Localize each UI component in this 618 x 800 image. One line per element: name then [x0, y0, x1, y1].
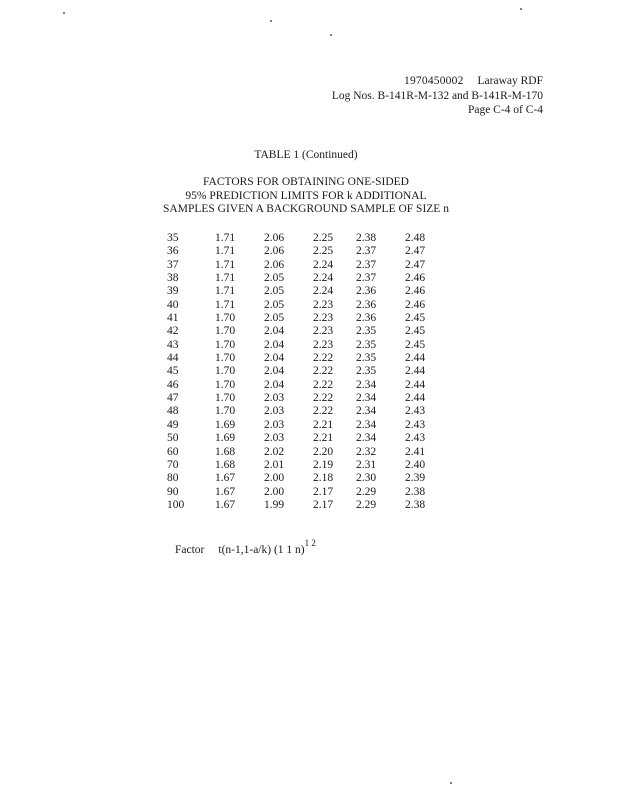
table-row — [167, 299, 445, 312]
factor-cell: 1.70 — [215, 392, 236, 405]
doc-number: 1970450002 — [404, 75, 464, 87]
factor-cell: 2.35 — [356, 365, 377, 378]
factor-cell: 2.43 — [405, 432, 426, 445]
factor-cell: 2.25 — [313, 245, 334, 258]
sample-size-cell: 39 — [167, 285, 179, 298]
factor-cell: 1.70 — [215, 378, 236, 391]
factor-cell: 2.44 — [405, 365, 426, 378]
factor-cell: 2.41 — [405, 445, 426, 458]
factor-cell: 2.29 — [356, 485, 377, 498]
table-caption — [0, 176, 615, 217]
factor-cell: 2.18 — [313, 472, 334, 485]
factor-cell: 2.22 — [313, 365, 334, 378]
factor-cell: 2.03 — [264, 405, 285, 418]
factor-cell: 2.35 — [356, 338, 377, 351]
factor-cell: 2.25 — [313, 232, 334, 244]
factor-cell: 2.37 — [356, 245, 377, 258]
factor-cell: 2.06 — [264, 258, 285, 271]
factor-cell: 2.40 — [405, 458, 426, 471]
factor-cell: 2.23 — [313, 298, 334, 311]
scan-speck — [450, 782, 452, 784]
factor-cell: 2.43 — [405, 405, 426, 418]
factor-cell: 2.04 — [264, 378, 285, 391]
factor-cell: 1.67 — [215, 472, 236, 485]
factor-exponent: 1 2 — [304, 538, 316, 548]
header-line-1 — [332, 74, 543, 89]
factor-cell: 2.37 — [356, 272, 377, 285]
factor-cell: 1.71 — [215, 245, 236, 258]
factor-cell: 2.43 — [405, 418, 426, 431]
document-header — [332, 74, 543, 118]
table-row — [167, 272, 445, 285]
factor-cell: 2.45 — [405, 338, 426, 351]
factor-cell: 1.71 — [215, 232, 236, 244]
factor-cell: 1.71 — [215, 298, 236, 311]
scan-speck — [270, 20, 272, 22]
factor-cell: 2.24 — [313, 272, 334, 285]
sample-size-cell: 90 — [167, 485, 179, 498]
factor-cell: 2.45 — [405, 325, 426, 338]
factor-cell: 2.22 — [313, 392, 334, 405]
factor-cell: 2.00 — [264, 485, 285, 498]
table-row — [167, 405, 445, 418]
factor-cell: 1.70 — [215, 338, 236, 351]
sample-size-cell: 80 — [167, 472, 179, 485]
factor-cell: 2.45 — [405, 312, 426, 325]
factor-cell: 2.17 — [313, 498, 334, 511]
factor-cell: 2.35 — [356, 325, 377, 338]
sample-size-cell: 47 — [167, 392, 179, 405]
factor-cell: 1.69 — [215, 418, 236, 431]
table-row — [167, 392, 445, 405]
factor-cell: 2.23 — [313, 338, 334, 351]
factor-cell: 2.04 — [264, 352, 285, 365]
factor-cell: 2.20 — [313, 445, 334, 458]
factor-cell: 2.22 — [313, 405, 334, 418]
sample-size-cell: 50 — [167, 432, 179, 445]
factor-cell: 2.39 — [405, 472, 426, 485]
sample-size-cell: 40 — [167, 298, 179, 311]
factor-cell: 2.35 — [356, 352, 377, 365]
sample-size-cell: 60 — [167, 445, 179, 458]
factor-cell: 1.99 — [264, 498, 285, 511]
table-row — [167, 446, 445, 459]
table-row — [167, 232, 445, 245]
factor-cell: 2.46 — [405, 285, 426, 298]
factor-cell: 2.06 — [264, 245, 285, 258]
factor-cell: 1.70 — [215, 365, 236, 378]
factor-cell: 1.68 — [215, 445, 236, 458]
factor-cell: 2.17 — [313, 485, 334, 498]
table-title: TABLE 1 (Continued) — [254, 149, 358, 161]
factor-cell: 2.00 — [264, 472, 285, 485]
factor-cell: 2.36 — [356, 312, 377, 325]
table-row — [167, 459, 445, 472]
table-row — [167, 245, 445, 258]
table-row — [167, 259, 445, 272]
factor-cell: 2.03 — [264, 418, 285, 431]
table-row — [167, 499, 445, 512]
factor-formula — [175, 540, 316, 556]
sample-size-cell: 70 — [167, 458, 179, 471]
factor-cell: 2.38 — [405, 485, 426, 498]
sample-size-cell: 49 — [167, 418, 179, 431]
factor-cell: 2.05 — [264, 272, 285, 285]
scan-speck — [63, 12, 65, 14]
factor-cell: 2.34 — [356, 405, 377, 418]
table-row — [167, 285, 445, 298]
factor-cell: 1.69 — [215, 432, 236, 445]
scan-speck — [520, 8, 522, 10]
factor-cell: 2.06 — [264, 232, 285, 244]
factor-cell: 1.70 — [215, 352, 236, 365]
sample-size-cell: 44 — [167, 352, 179, 365]
factor-cell: 2.48 — [405, 232, 426, 244]
factor-cell: 2.32 — [356, 445, 377, 458]
sample-size-cell: 35 — [167, 232, 179, 244]
sample-size-cell: 38 — [167, 272, 179, 285]
factor-cell: 1.70 — [215, 325, 236, 338]
sample-size-cell: 100 — [167, 498, 185, 511]
sample-size-cell: 41 — [167, 312, 179, 325]
factor-cell: 2.23 — [313, 312, 334, 325]
factor-cell: 2.29 — [356, 498, 377, 511]
factor-cell: 2.34 — [356, 392, 377, 405]
factor-cell: 1.67 — [215, 485, 236, 498]
factor-cell: 2.34 — [356, 432, 377, 445]
factors-table — [167, 232, 445, 512]
factor-cell: 2.36 — [356, 285, 377, 298]
table-row — [167, 312, 445, 325]
factor-cell: 1.70 — [215, 405, 236, 418]
table-row — [167, 419, 445, 432]
table-row — [167, 325, 445, 338]
factor-cell: 2.36 — [356, 298, 377, 311]
table-row — [167, 432, 445, 445]
caption-line: SAMPLES GIVEN A BACKGROUND SAMPLE OF SIZE n — [163, 203, 449, 215]
factor-cell: 2.21 — [313, 432, 334, 445]
sample-size-cell: 42 — [167, 325, 179, 338]
factor-cell: 2.44 — [405, 392, 426, 405]
factor-cell: 2.44 — [405, 378, 426, 391]
factor-cell: 2.44 — [405, 352, 426, 365]
factor-cell: 1.68 — [215, 458, 236, 471]
table-row — [167, 379, 445, 392]
factor-cell: 2.03 — [264, 392, 285, 405]
scan-speck — [330, 34, 332, 36]
facility-name: Laraway RDF — [477, 75, 543, 87]
factor-cell: 2.24 — [313, 285, 334, 298]
factors-table-body — [167, 232, 445, 512]
factor-cell: 2.19 — [313, 458, 334, 471]
sample-size-cell: 36 — [167, 245, 179, 258]
factor-cell: 1.71 — [215, 285, 236, 298]
table-row — [167, 339, 445, 352]
factor-cell: 2.24 — [313, 258, 334, 271]
factor-cell: 1.71 — [215, 258, 236, 271]
factor-cell: 2.47 — [405, 258, 426, 271]
factor-cell: 1.67 — [215, 498, 236, 511]
factor-cell: 2.38 — [356, 232, 377, 244]
factor-label: Factor — [175, 543, 205, 556]
sample-size-cell: 37 — [167, 258, 179, 271]
factor-cell: 2.01 — [264, 458, 285, 471]
factor-cell: 2.38 — [405, 498, 426, 511]
factor-cell: 2.34 — [356, 378, 377, 391]
table-row — [167, 365, 445, 378]
sample-size-cell: 45 — [167, 365, 179, 378]
factor-cell: 2.23 — [313, 325, 334, 338]
factor-cell: 2.05 — [264, 298, 285, 311]
factor-cell: 2.04 — [264, 325, 285, 338]
sample-size-cell: 48 — [167, 405, 179, 418]
factor-cell: 2.37 — [356, 258, 377, 271]
factor-cell: 2.47 — [405, 245, 426, 258]
factor-cell: 2.05 — [264, 312, 285, 325]
table-row — [167, 486, 445, 499]
factor-cell: 2.22 — [313, 352, 334, 365]
factor-cell: 1.71 — [215, 272, 236, 285]
table-row — [167, 352, 445, 365]
factor-cell: 2.46 — [405, 272, 426, 285]
factor-cell: 2.03 — [264, 432, 285, 445]
table-row — [167, 472, 445, 485]
caption-line: 95% PREDICTION LIMITS FOR k ADDITIONAL — [185, 189, 427, 202]
factor-cell: 2.31 — [356, 458, 377, 471]
factor-cell: 2.46 — [405, 298, 426, 311]
factor-cell: 2.05 — [264, 285, 285, 298]
page-number: Page C-4 of C-4 — [467, 104, 543, 116]
caption-line: FACTORS FOR OBTAINING ONE-SIDED — [203, 176, 409, 188]
factor-cell: 1.70 — [215, 312, 236, 325]
factor-cell: 2.21 — [313, 418, 334, 431]
factor-cell: 2.04 — [264, 365, 285, 378]
factor-cell: 2.30 — [356, 472, 377, 485]
factor-cell: 2.34 — [356, 418, 377, 431]
sample-size-cell: 46 — [167, 378, 179, 391]
factor-expression: t(n-1,1-a/k) (1 1 n) — [218, 543, 305, 556]
factor-cell: 2.22 — [313, 378, 334, 391]
factor-cell: 2.04 — [264, 338, 285, 351]
log-numbers: Log Nos. B-141R-M-132 and B-141R-M-170 — [331, 89, 543, 102]
factor-cell: 2.02 — [264, 445, 285, 458]
sample-size-cell: 43 — [167, 338, 179, 351]
